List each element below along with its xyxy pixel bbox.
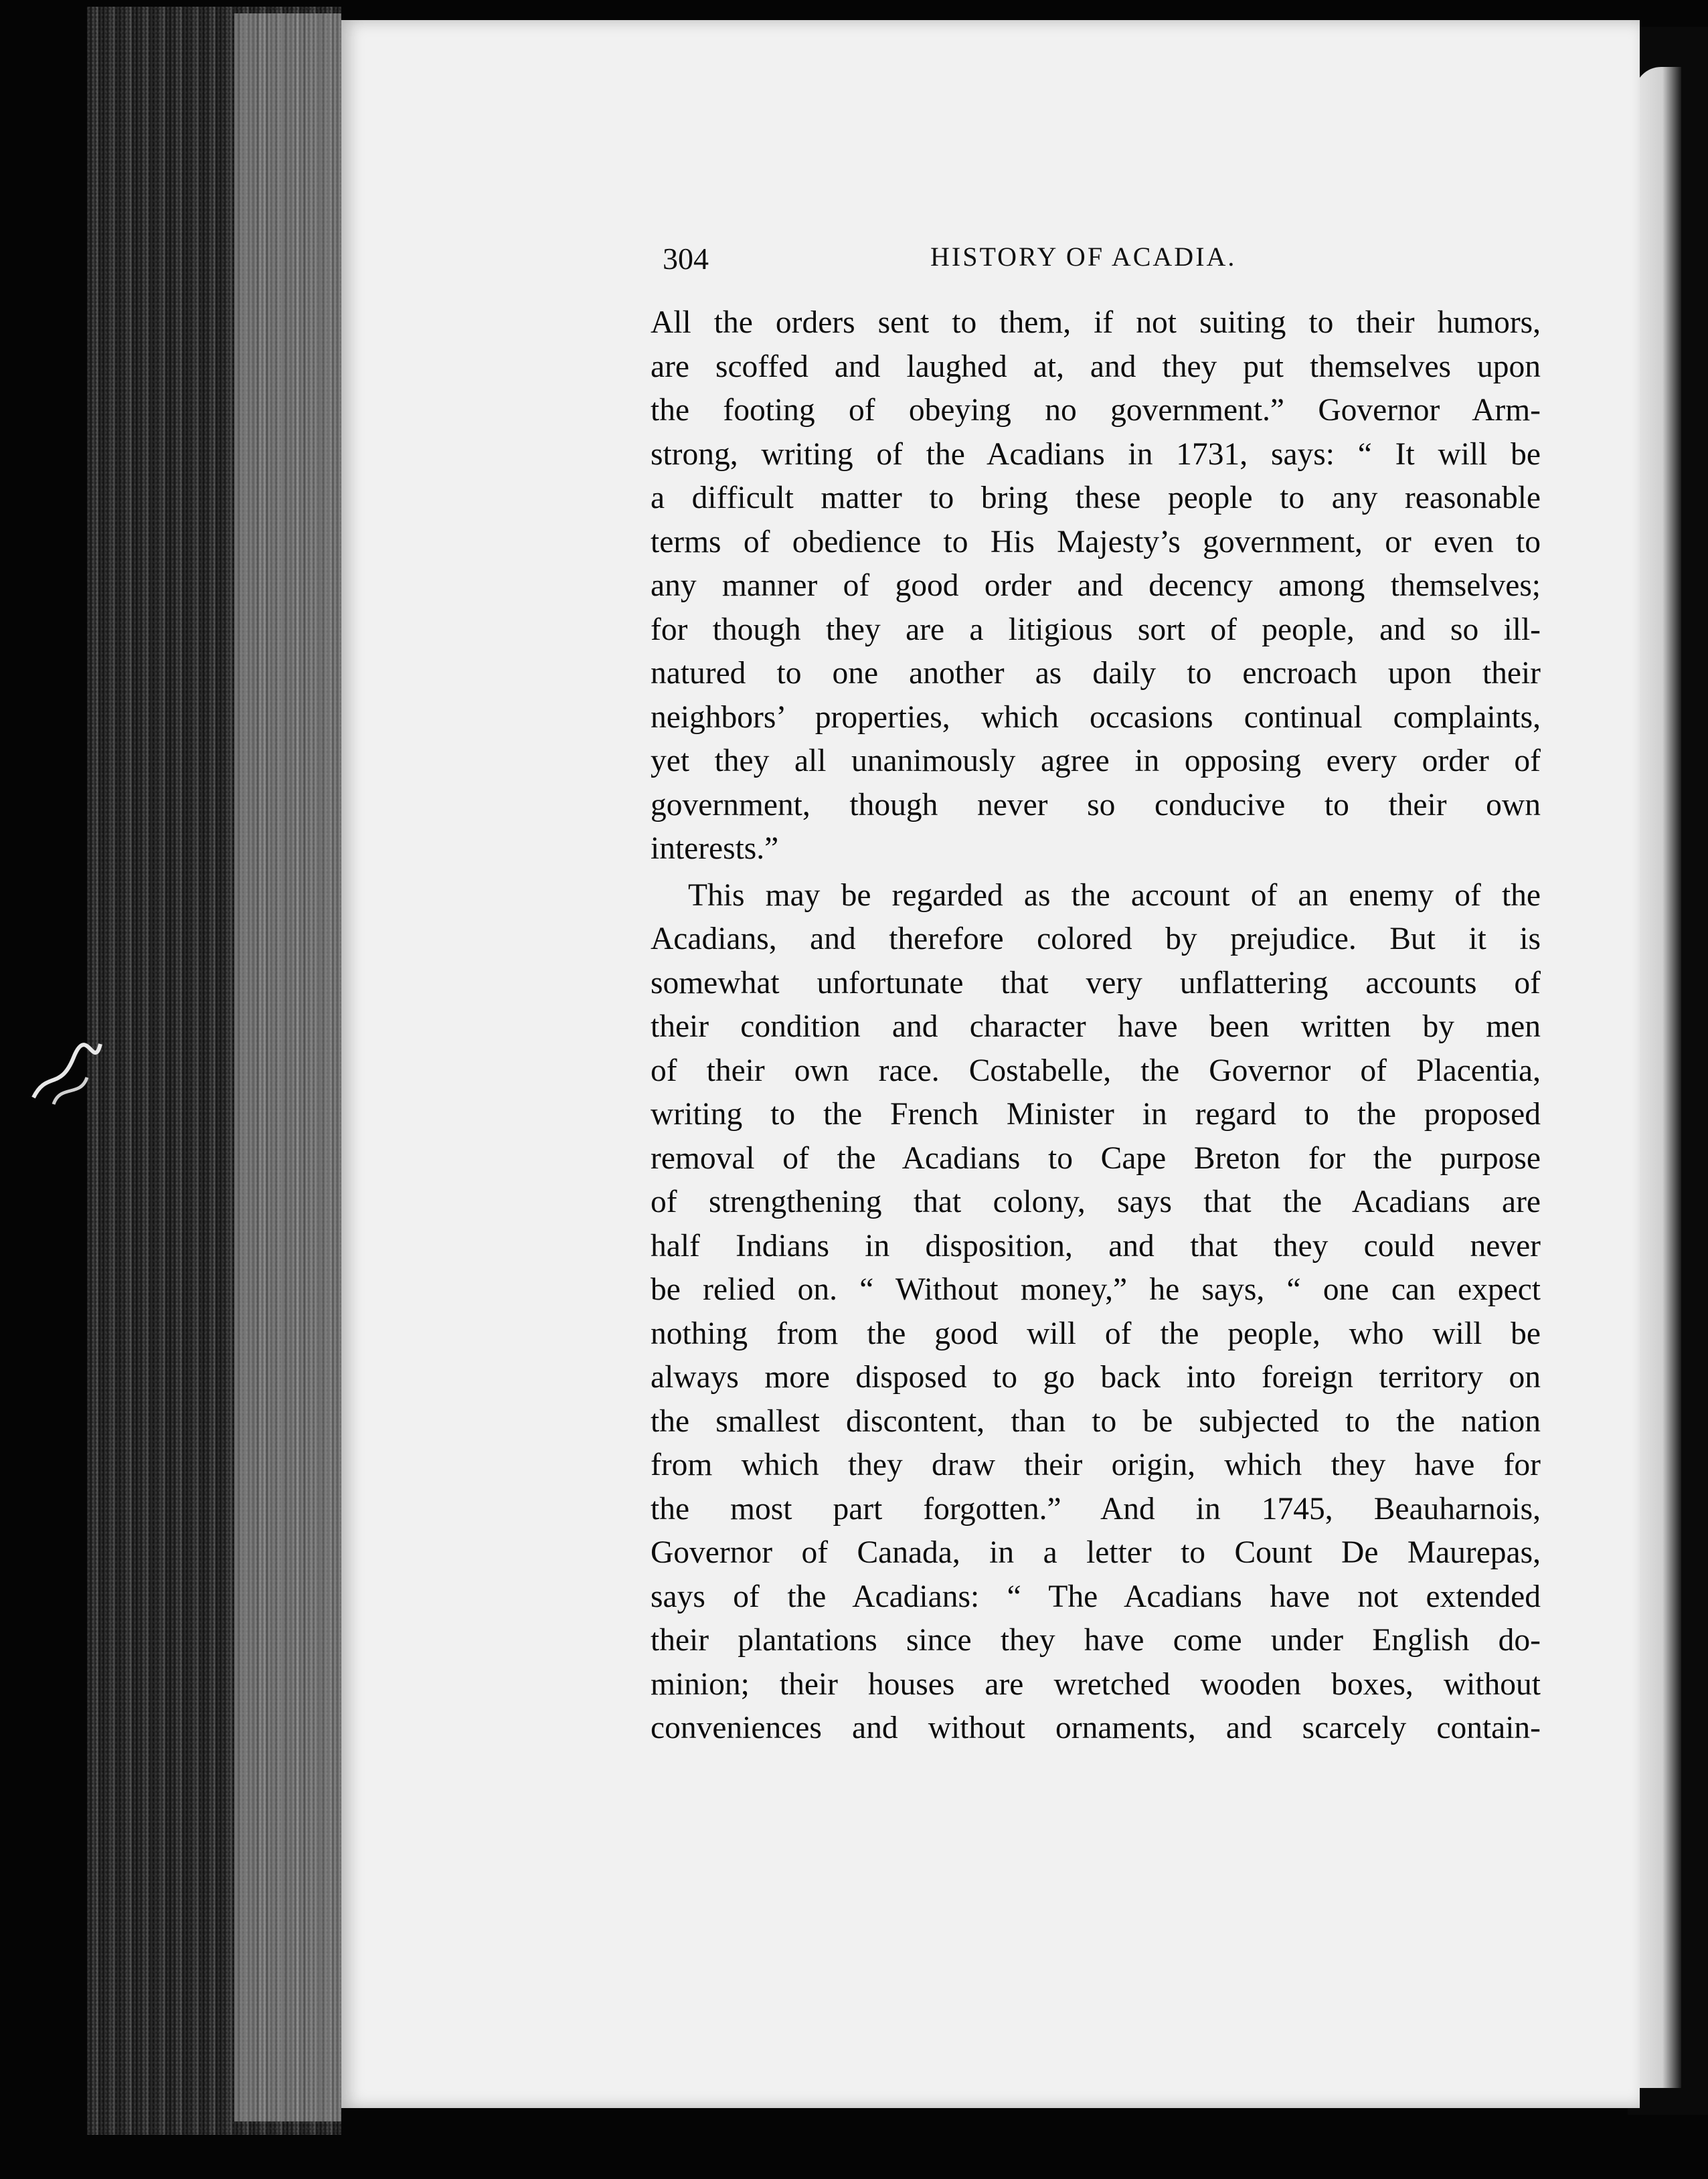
text-line: nothing from the good will of the people, who will be <box>651 1316 1541 1351</box>
text-line: strong, writing of the Acadians in 1731, says: “ It will be <box>651 436 1541 472</box>
text-line: yet they all unanimously agree in opposing every order of <box>651 744 1541 778</box>
text-line: This may be regarded as the account of an enemy of the <box>688 877 1541 913</box>
text-line: always more disposed to go back into foreign territory on <box>651 1360 1541 1395</box>
text-line: interests.” <box>651 831 779 866</box>
text-line: for though they are a litigious sort of people, and so ill- <box>651 612 1541 647</box>
text-line: All the orders sent to them, if not suiting to their humors, <box>651 305 1541 340</box>
page-number: 304 <box>663 242 709 276</box>
text-line: half Indians in disposition, and that they could never <box>651 1228 1541 1263</box>
text-line: natured to one another as daily to encroach upon their <box>651 656 1541 691</box>
text-line: government, though never so conducive to their own <box>651 787 1541 822</box>
text-line: Governor of Canada, in a letter to Count De Maurepas, <box>651 1535 1541 1570</box>
text-line: a difficult matter to bring these people to any reasonable <box>651 481 1541 515</box>
text-line: any manner of good order and decency among themselves; <box>651 568 1541 603</box>
page-edge-highlight <box>234 13 341 2121</box>
text-line: says of the Acadians: “ The Acadians have not extended <box>651 1579 1541 1614</box>
facing-page-edge <box>1634 67 1681 2088</box>
text-line: from which they draw their origin, which they have for <box>651 1448 1541 1482</box>
text-line: their condition and character have been written by men <box>651 1009 1541 1044</box>
text-line: minion; their houses are wretched wooden boxes, without <box>651 1666 1541 1702</box>
text-line: be relied on. “ Without money,” he says, “ one can expect <box>651 1272 1541 1307</box>
text-line: the footing of obeying no government.” Governor Arm- <box>651 393 1541 428</box>
text-line: writing to the French Minister in regard to the proposed <box>651 1097 1541 1132</box>
text-line: their plantations since they have come under English do- <box>651 1623 1541 1658</box>
page-header <box>663 241 1526 294</box>
text-line: somewhat unfortunate that very unflattering accounts of <box>651 965 1541 1000</box>
text-line: are scoffed and laughed at, and they put themselves upon <box>651 349 1541 384</box>
book-page <box>341 20 1640 2108</box>
text-line: of strengthening that colony, says that the Acadians are <box>651 1185 1541 1219</box>
text-line: of their own race. Costabelle, the Governor of Placentia, <box>651 1053 1541 1088</box>
running-head: HISTORY OF ACADIA. <box>930 242 1237 272</box>
text-line: terms of obedience to His Majesty’s government, or even to <box>651 524 1541 559</box>
text-line: the smallest discontent, than to be subjected to the nation <box>651 1403 1541 1439</box>
text-line: conveniences and without ornaments, and scarcely contain- <box>651 1711 1541 1745</box>
text-line: removal of the Acadians to Cape Breton for the purpose <box>651 1140 1541 1176</box>
text-line: the most part forgotten.” And in 1745, Beauharnois, <box>651 1491 1541 1527</box>
text-line: neighbors’ properties, which occasions continual complaints, <box>651 699 1541 735</box>
text-line: Acadians, and therefore colored by prejudice. But it is <box>651 922 1541 956</box>
body-text <box>651 301 1541 1751</box>
